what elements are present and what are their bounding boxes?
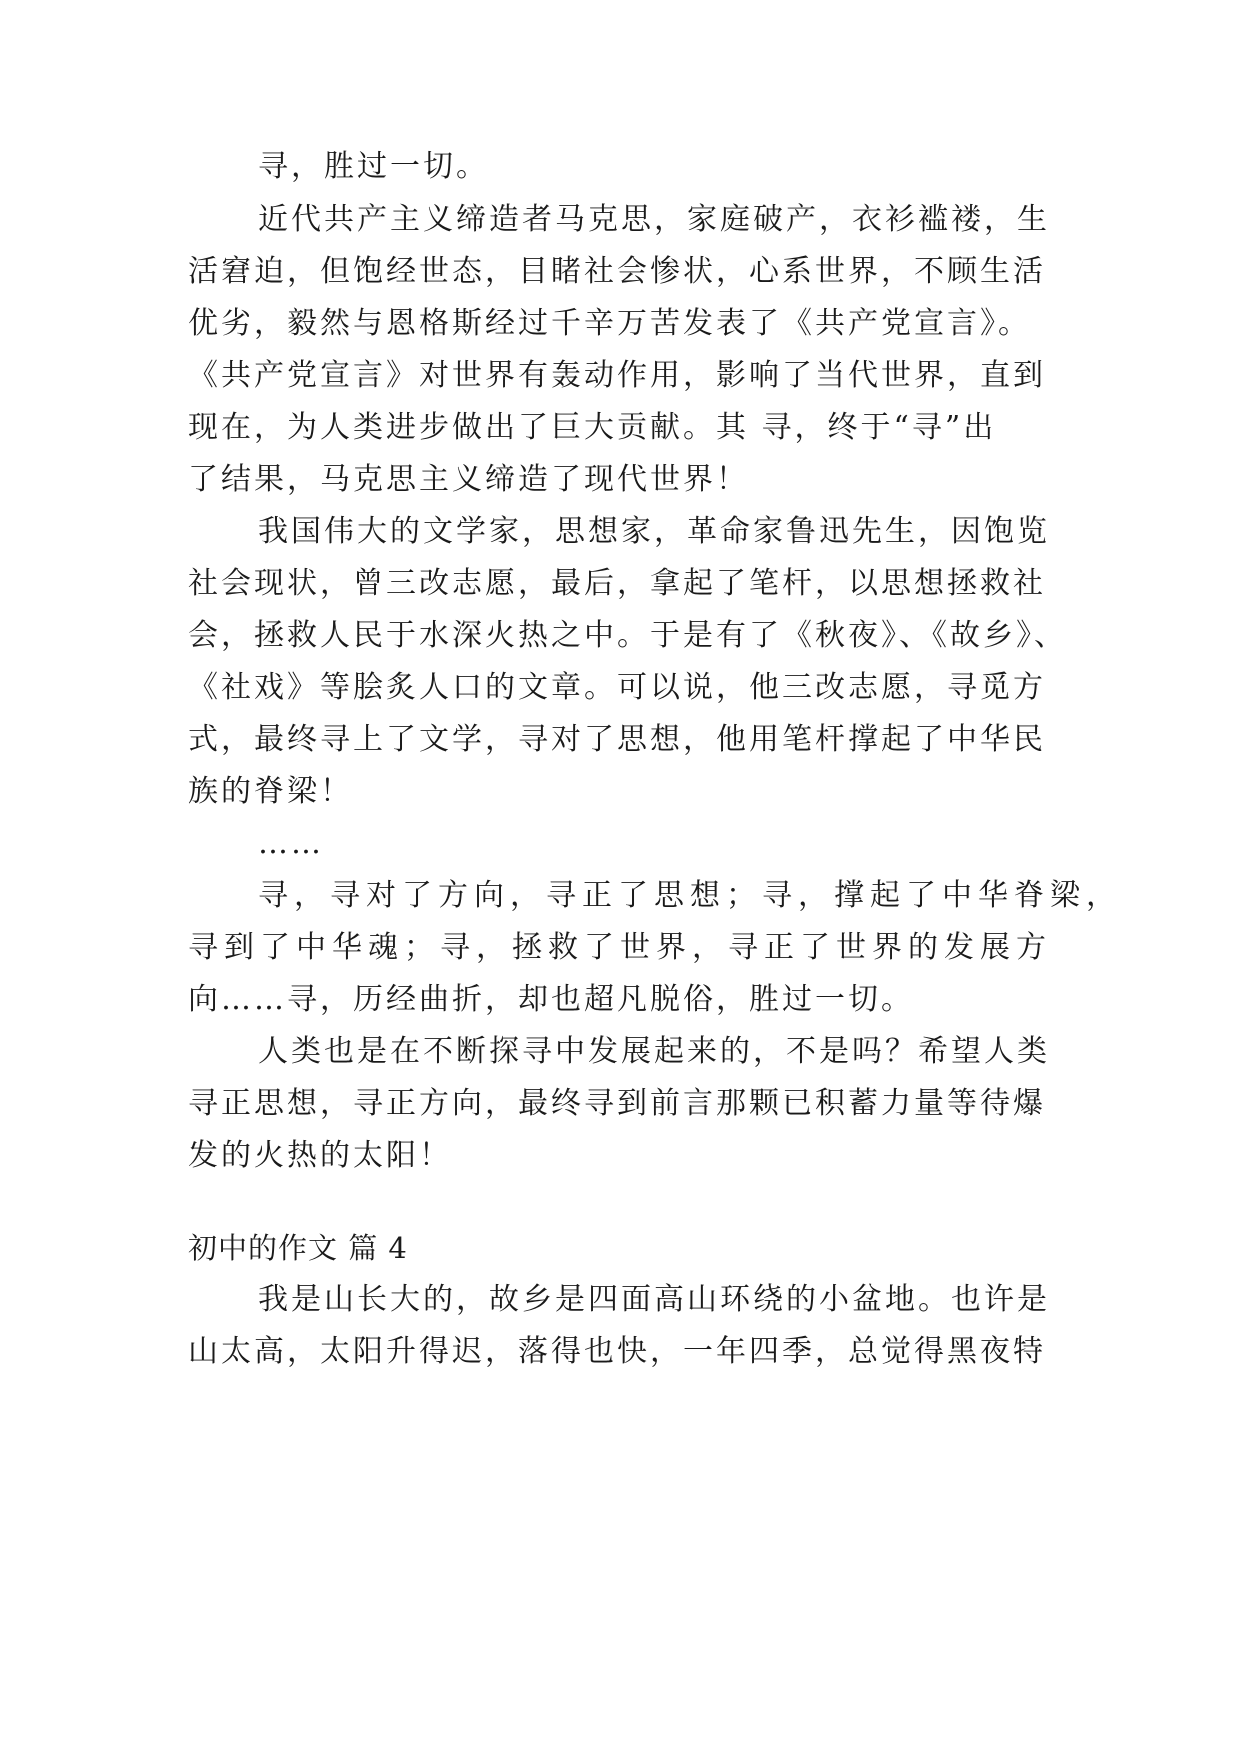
paragraph-line: 山太高，太阳升得迟，落得也快，一年四季，总觉得黑夜特 [188, 1334, 1046, 1369]
section-title: 初中的作文 篇 4 [188, 1231, 408, 1265]
paragraph-line: 寻正思想，寻正方向，最终寻到前言那颗已积蓄力量等待爆 [188, 1086, 1046, 1121]
ellipsis-line: …… [258, 826, 324, 861]
paragraph-line: 社会现状，曾三改志愿，最后，拿起了笔杆，以思想拯救社 [188, 566, 1046, 601]
paragraph-line: 人类也是在不断探寻中发展起来的，不是吗？希望人类 [258, 1034, 1050, 1069]
paragraph-line: 式，最终寻上了文学，寻对了思想，他用笔杆撑起了中华民 [188, 722, 1046, 757]
paragraph-line: 近代共产主义缔造者马克思，家庭破产，衣衫褴褛，生 [258, 202, 1050, 237]
paragraph-line: 《共产党宣言》对世界有轰动作用，影响了当代世界，直到 [188, 358, 1046, 393]
paragraph-line: 我国伟大的文学家，思想家，革命家鲁迅先生，因饱览 [258, 514, 1050, 549]
paragraph-line: 寻，胜过一切。 [258, 149, 489, 184]
paragraph-line: 了结果，马克思主义缔造了现代世界！ [188, 462, 749, 497]
paragraph-line: 寻到了中华魂；寻，拯救了世界，寻正了世界的发展方 [188, 930, 1052, 965]
paragraph-line: 族的脊梁！ [188, 774, 353, 809]
paragraph-line: 优劣，毅然与恩格斯经过千辛万苦发表了《共产党宣言》。 [188, 306, 1031, 341]
paragraph-line: 向……寻，历经曲折，却也超凡脱俗，胜过一切。 [188, 982, 914, 1017]
paragraph-line: 会，拯救人民于水深火热之中。于是有了《秋夜》、《故乡》、 [188, 618, 1067, 653]
paragraph-line: 现在，为人类进步做出了巨大贡献。其 寻，终于“寻”出 [188, 410, 997, 445]
paragraph-line: 《社戏》等脍炙人口的文章。可以说，他三改志愿，寻觅方 [188, 670, 1046, 705]
paragraph-line: 活窘迫，但饱经世态，目睹社会惨状，心系世界，不顾生活 [188, 254, 1046, 289]
paragraph-line: 发的火热的太阳！ [188, 1138, 452, 1173]
paragraph-line: 寻，寻对了方向，寻正了思想；寻，撑起了中华脊梁， [258, 878, 1122, 913]
paragraph-line: 我是山长大的，故乡是四面高山环绕的小盆地。也许是 [258, 1282, 1050, 1317]
